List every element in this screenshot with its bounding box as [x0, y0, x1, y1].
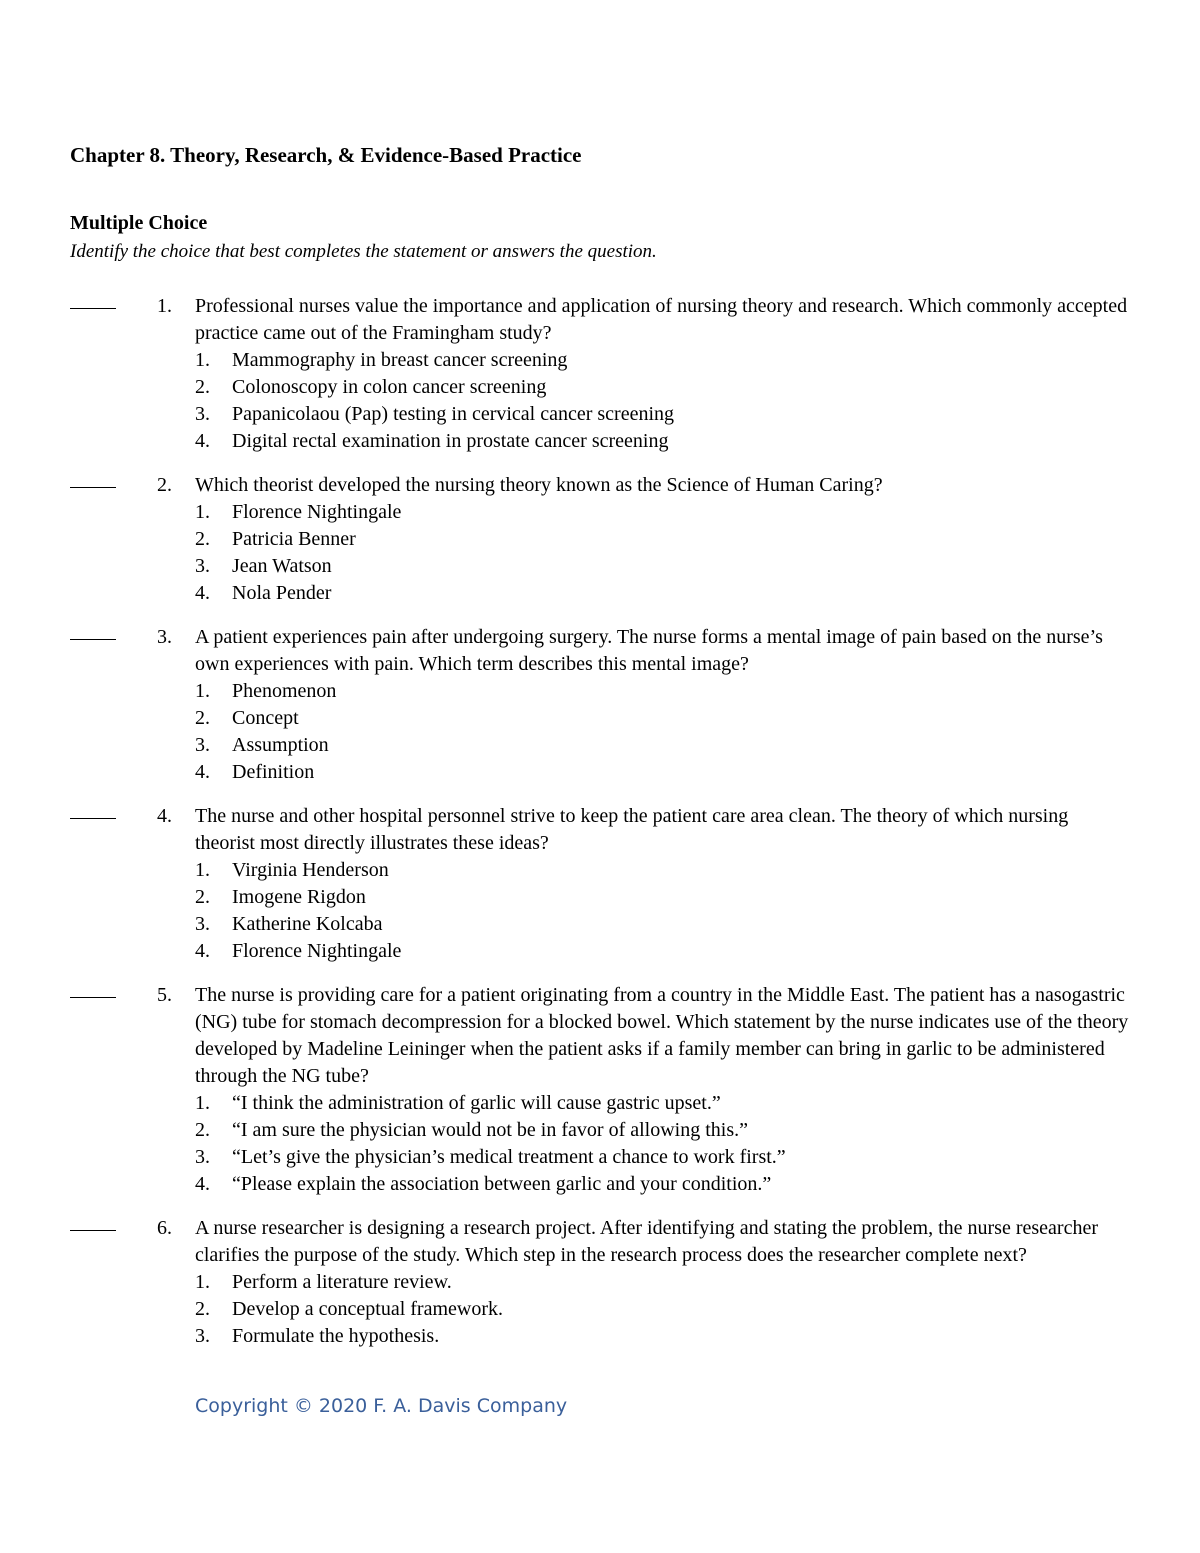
question-item [70, 624, 1130, 786]
option-number: 1. [195, 680, 210, 702]
option-number: 1. [195, 349, 210, 371]
option-number: 2. [195, 1119, 210, 1141]
answer-option [195, 911, 1130, 938]
option-text: “Let’s give the physician’s medical treatment a chance to work first.” [232, 1146, 786, 1168]
option-number: 2. [195, 707, 210, 729]
question-number: 5. [157, 984, 172, 1006]
answer-options [195, 347, 1130, 455]
option-number: 3. [195, 1325, 210, 1347]
question-item [70, 293, 1130, 455]
option-text: “Please explain the association between garlic and your condition.” [232, 1173, 772, 1195]
section-heading: Multiple Choice [70, 212, 208, 234]
answer-option [195, 1269, 1130, 1296]
answer-blank-line[interactable] [70, 639, 116, 640]
question-body [195, 803, 1130, 965]
option-text: “I think the administration of garlic will cause gastric upset.” [232, 1092, 721, 1114]
option-number: 3. [195, 555, 210, 577]
answer-option [195, 428, 1130, 455]
answer-option [195, 1117, 1130, 1144]
answer-option [195, 580, 1130, 607]
answer-option [195, 938, 1130, 965]
option-number: 1. [195, 1092, 210, 1114]
answer-option [195, 553, 1130, 580]
option-number: 3. [195, 913, 210, 935]
option-number: 1. [195, 859, 210, 881]
option-text: Phenomenon [232, 680, 337, 702]
option-number: 4. [195, 430, 210, 452]
question-body [195, 624, 1130, 786]
option-number: 4. [195, 1173, 210, 1195]
option-text: Colonoscopy in colon cancer screening [232, 376, 547, 398]
answer-option [195, 401, 1130, 428]
option-text: Florence Nightingale [232, 940, 402, 962]
option-number: 2. [195, 528, 210, 550]
question-list [70, 293, 1130, 1367]
answer-option [195, 347, 1130, 374]
option-number: 2. [195, 376, 210, 398]
option-text: Concept [232, 707, 299, 729]
answer-blank-line[interactable] [70, 487, 116, 488]
option-number: 4. [195, 582, 210, 604]
answer-option [195, 499, 1130, 526]
answer-option [195, 1144, 1130, 1171]
question-body [195, 472, 1130, 607]
question-number: 3. [157, 626, 172, 648]
answer-options [195, 1269, 1130, 1350]
option-number: 3. [195, 1146, 210, 1168]
option-text: Patricia Benner [232, 528, 356, 550]
copyright-footer: Copyright © 2020 F. A. Davis Company [195, 1395, 568, 1417]
answer-option [195, 1296, 1130, 1323]
question-number: 1. [157, 295, 172, 317]
option-number: 2. [195, 886, 210, 908]
answer-options [195, 499, 1130, 607]
answer-blank-line[interactable] [70, 1230, 116, 1231]
question-stem: A nurse researcher is designing a research project. After identifying and stating the problem, the nurse researcher clarifies the purpose of the study. Which step in the research process does the researcher complete next? [195, 1217, 1098, 1266]
option-text: Perform a literature review. [232, 1271, 452, 1293]
answer-option [195, 526, 1130, 553]
answer-option [195, 884, 1130, 911]
instructions-text: Identify the choice that best completes the statement or answers the question. [70, 241, 657, 262]
option-text: Jean Watson [232, 555, 332, 577]
option-number: 4. [195, 761, 210, 783]
option-text: Imogene Rigdon [232, 886, 366, 908]
question-stem: Which theorist developed the nursing theory known as the Science of Human Caring? [195, 474, 883, 496]
answer-options [195, 857, 1130, 965]
option-text: Definition [232, 761, 315, 783]
question-item [70, 472, 1130, 607]
option-number: 1. [195, 501, 210, 523]
answer-option [195, 374, 1130, 401]
question-item [70, 982, 1130, 1198]
answer-option [195, 1090, 1130, 1117]
chapter-title: Chapter 8. Theory, Research, & Evidence-Based Practice [70, 143, 582, 167]
question-number: 4. [157, 805, 172, 827]
question-item [70, 803, 1130, 965]
option-number: 3. [195, 734, 210, 756]
option-number: 3. [195, 403, 210, 425]
answer-option [195, 1323, 1130, 1350]
answer-option [195, 705, 1130, 732]
option-text: “I am sure the physician would not be in favor of allowing this.” [232, 1119, 748, 1141]
question-number: 2. [157, 474, 172, 496]
question-number: 6. [157, 1217, 172, 1239]
option-text: Virginia Henderson [232, 859, 389, 881]
option-number: 2. [195, 1298, 210, 1320]
option-number: 1. [195, 1271, 210, 1293]
question-stem: The nurse and other hospital personnel strive to keep the patient care area clean. The theory of which nursing theorist most directly illustrates these ideas? [195, 805, 1069, 854]
option-text: Nola Pender [232, 582, 332, 604]
question-body [195, 982, 1130, 1198]
option-text: Digital rectal examination in prostate cancer screening [232, 430, 669, 452]
question-stem: Professional nurses value the importance and application of nursing theory and research. Which commonly accepted practice came out of the Framingham study? [195, 295, 1128, 344]
answer-option [195, 1171, 1130, 1198]
answer-option [195, 678, 1130, 705]
answer-option [195, 857, 1130, 884]
answer-blank-line[interactable] [70, 997, 116, 998]
answer-option [195, 732, 1130, 759]
answer-options [195, 678, 1130, 786]
answer-blank-line[interactable] [70, 308, 116, 309]
answer-blank-line[interactable] [70, 818, 116, 819]
question-stem: The nurse is providing care for a patient originating from a country in the Middle East. The patient has a nasogastric (NG) tube for stomach decompression for a blocked bowel. Which statement by the nurse indicates use of the theory developed by Madeline Leininger when the patient asks if a family member can bring in garlic to be administered through the NG tube? [195, 984, 1129, 1087]
option-text: Develop a conceptual framework. [232, 1298, 503, 1320]
option-text: Assumption [232, 734, 329, 756]
option-text: Papanicolaou (Pap) testing in cervical cancer screening [232, 403, 675, 425]
answer-options [195, 1090, 1130, 1198]
option-text: Mammography in breast cancer screening [232, 349, 568, 371]
option-text: Formulate the hypothesis. [232, 1325, 440, 1347]
question-stem: A patient experiences pain after undergoing surgery. The nurse forms a mental image of pain based on the nurse’s own experiences with pain. Which term describes this mental image? [195, 626, 1103, 675]
question-body [195, 1215, 1130, 1350]
option-text: Florence Nightingale [232, 501, 402, 523]
question-item [70, 1215, 1130, 1350]
option-number: 4. [195, 940, 210, 962]
option-text: Katherine Kolcaba [232, 913, 383, 935]
question-body [195, 293, 1130, 455]
answer-option [195, 759, 1130, 786]
